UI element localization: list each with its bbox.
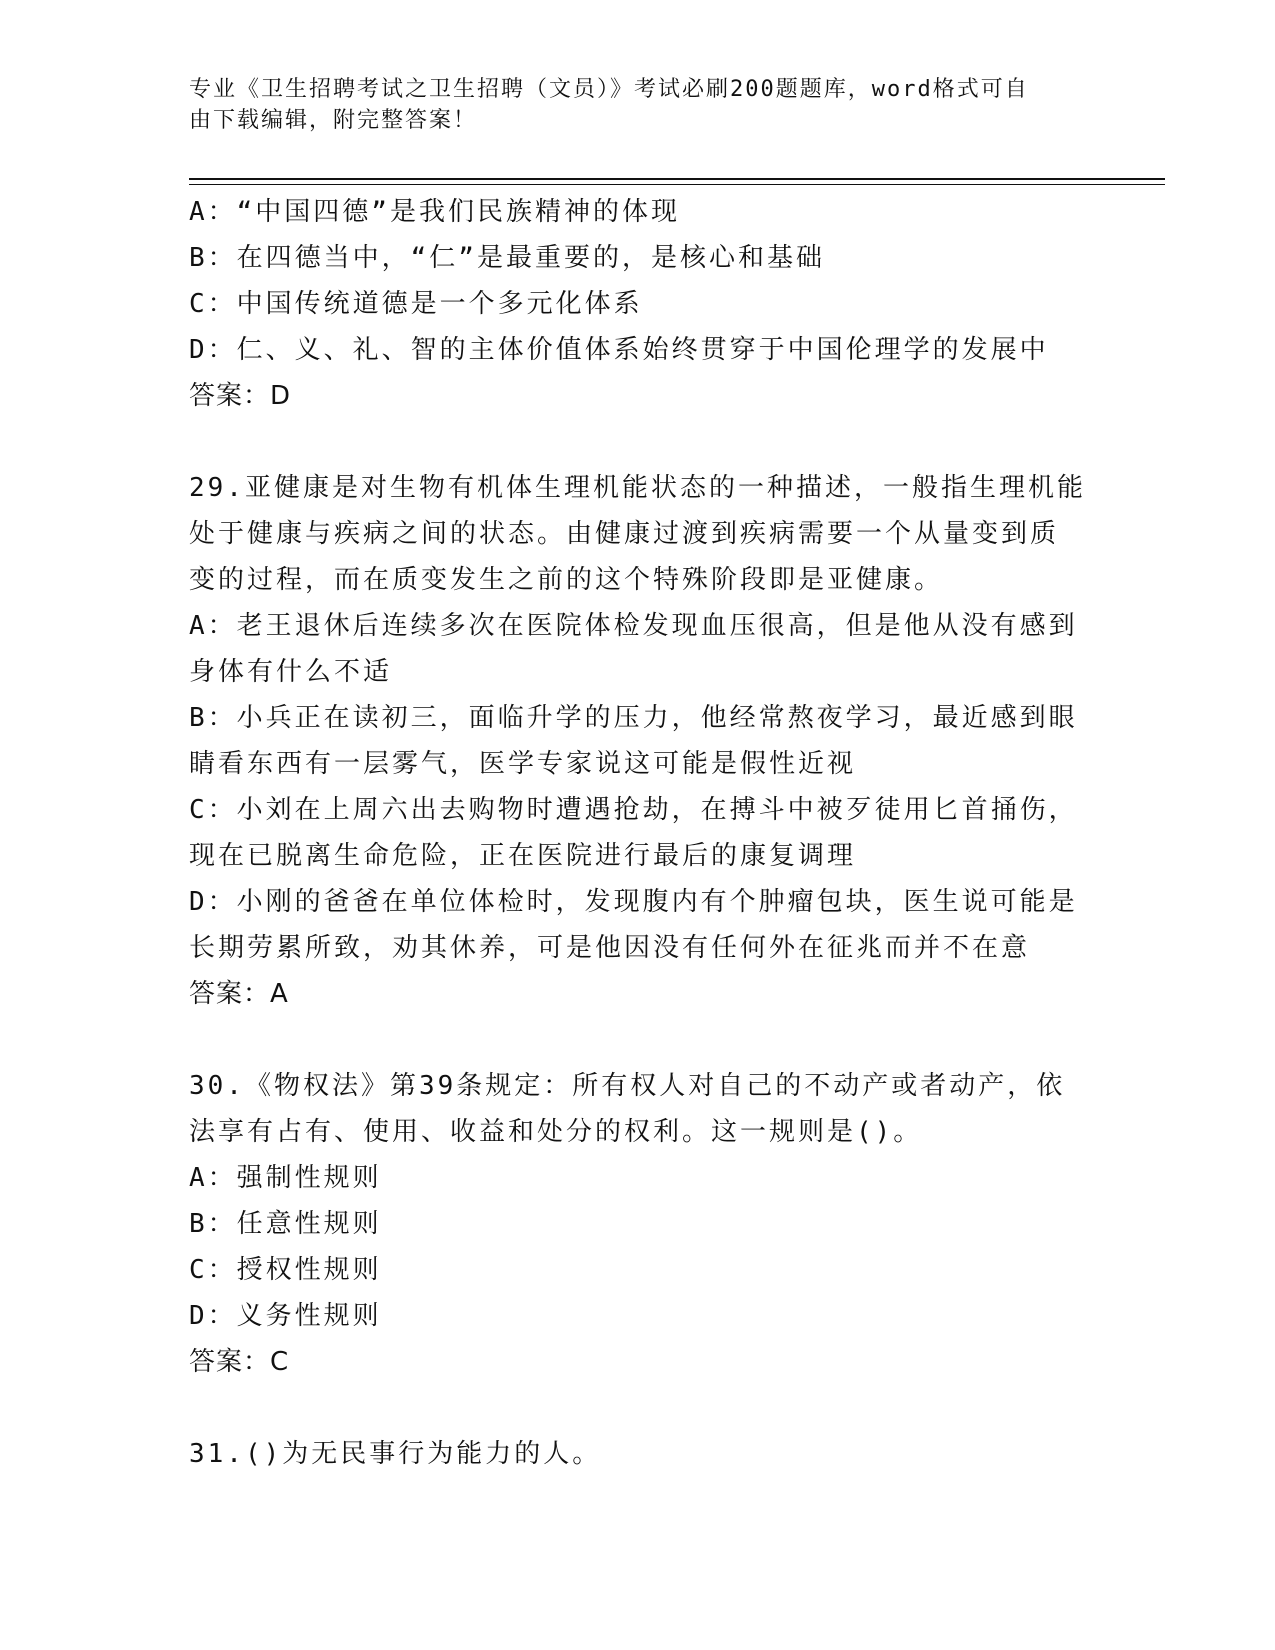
- q29-option-a-line-2: 身体有什么不适: [189, 657, 393, 687]
- header-divider: [189, 178, 1165, 180]
- question-list: [189, 189, 1089, 1477]
- q29-option-c-line-2: 现在已脱离生命危险，正在医院进行最后的康复调理: [189, 841, 857, 871]
- q30-option-b: B：任意性规则: [189, 1209, 382, 1239]
- q29-option-d-line-1: D：小刚的爸爸在单位体检时，发现腹内有个肿瘤包块，医生说可能是: [189, 887, 1078, 917]
- q29-option-c-line-1: C：小刘在上周六出去购物时遭遇抢劫，在搏斗中被歹徒用匕首捅伤，: [189, 795, 1078, 825]
- spacer: [189, 1385, 1089, 1431]
- q31-stem-line-1: 31.()为无民事行为能力的人。: [189, 1439, 602, 1469]
- q28-answer: 答案：D: [189, 381, 292, 411]
- q29-option-b-line-2: 睛看东西有一层雾气，医学专家说这可能是假性近视: [189, 749, 857, 779]
- q30-stem-line-2: 法享有占有、使用、收益和处分的权利。这一规则是()。: [189, 1117, 923, 1147]
- header-line-1: 专业《卫生招聘考试之卫生招聘（文员）》考试必刷200题题库，word格式可自: [189, 77, 1029, 102]
- q29-stem-line-2: 处于健康与疾病之间的状态。由健康过渡到疾病需要一个从量变到质: [189, 519, 1060, 549]
- q30-option-c: C：授权性规则: [189, 1255, 382, 1285]
- q29-option-b-line-1: B：小兵正在读初三，面临升学的压力，他经常熬夜学习，最近感到眼: [189, 703, 1078, 733]
- spacer: [189, 419, 1089, 465]
- q29-stem-line-3: 变的过程，而在质变发生之前的这个特殊阶段即是亚健康。: [189, 565, 944, 595]
- q28-option-b: B：在四德当中，“仁”是最重要的，是核心和基础: [189, 243, 825, 273]
- q28-option-a: A：“中国四德”是我们民族精神的体现: [189, 197, 680, 227]
- header-line-2: 由下载编辑，附完整答案！: [189, 108, 478, 133]
- header-divider-thin: [189, 184, 1165, 185]
- q29-answer: 答案：A: [189, 979, 289, 1009]
- q29-option-a-line-1: A：老王退休后连续多次在医院体检发现血压很高，但是他从没有感到: [189, 611, 1078, 641]
- q30-option-a: A：强制性规则: [189, 1163, 382, 1193]
- q30-answer: 答案：C: [189, 1347, 290, 1377]
- spacer: [189, 1017, 1089, 1063]
- q30-option-d: D：义务性规则: [189, 1301, 382, 1331]
- q28-option-d: D：仁、义、礼、智的主体价值体系始终贯穿于中国伦理学的发展中: [189, 335, 1049, 365]
- q30-stem-line-1: 30.《物权法》第39条规定：所有权人对自己的不动产或者动产，依: [189, 1071, 1066, 1101]
- q28-option-c: C：中国传统道德是一个多元化体系: [189, 289, 643, 319]
- document-header: [189, 74, 1079, 136]
- q29-option-d-line-2: 长期劳累所致，劝其休养，可是他因没有任何外在征兆而并不在意: [189, 933, 1031, 963]
- q29-stem-line-1: 29.亚健康是对生物有机体生理机能状态的一种描述，一般指生理机能: [189, 473, 1086, 503]
